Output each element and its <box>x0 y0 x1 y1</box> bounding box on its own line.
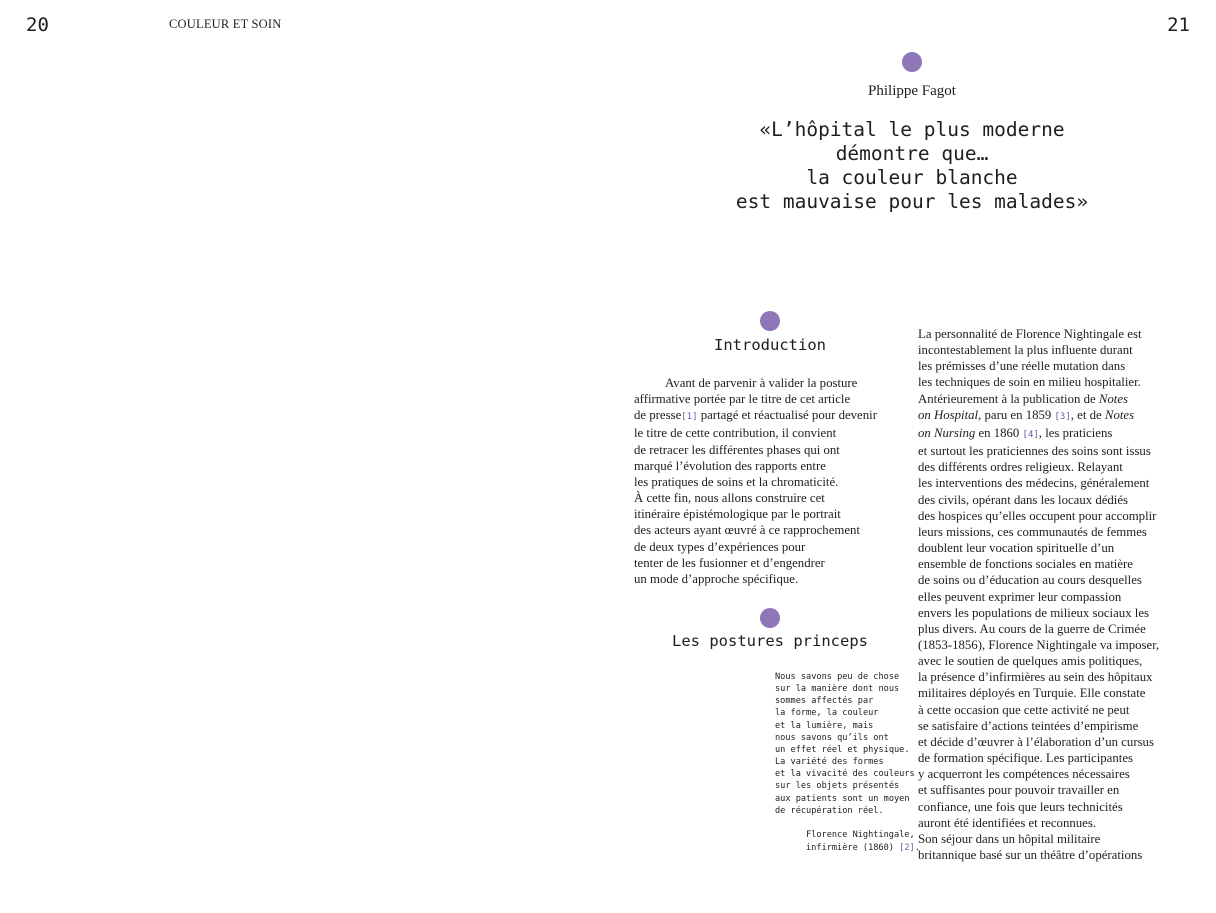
line-text: itinéraire épistémologique par le portrait <box>634 507 841 522</box>
line-text: et surtout les praticiennes des soins sont issus <box>918 444 1151 459</box>
text-line <box>918 342 1208 358</box>
epigraph-line: La variété des formes <box>775 757 884 768</box>
text-line <box>918 847 1208 863</box>
text-line <box>634 522 904 538</box>
epigraph-line: sommes affectés par <box>775 696 874 707</box>
epigraph-line: nous savons qu’ils ont <box>775 732 889 743</box>
line-text: envers les populations de milieux sociaux les <box>918 605 1150 620</box>
epigraph-line: et la vivacité des couleurs <box>775 769 915 780</box>
line-text: ensemble de fonctions sociales en matière <box>918 557 1133 572</box>
line-text: À cette fin, nous allons construire cet <box>634 491 825 506</box>
line-text: britannique basé sur un théâtre d’opérations <box>918 848 1143 862</box>
line-text: de deux types d’expériences pour <box>634 539 806 554</box>
text-line <box>634 490 904 506</box>
epigraph-credit <box>806 829 920 855</box>
line-text: et décide d’œuvrer à l’élaboration d’un cursus <box>918 734 1154 749</box>
text-line <box>918 508 1208 524</box>
epigraph-line: Nous savons peu de chose <box>775 672 900 682</box>
running-head: COULEUR ET SOIN <box>169 17 282 31</box>
line-text: les pratiques de soins et la chromaticité. <box>634 474 839 489</box>
line-text: Son séjour dans un hôpital militaire <box>918 831 1101 846</box>
footnote-reference[interactable]: [2] <box>899 843 915 853</box>
line-text: affirmative portée par le titre de cet article <box>634 392 851 407</box>
line-text: les techniques de soin en milieu hospitalier. <box>918 375 1141 390</box>
text-line <box>918 374 1208 390</box>
text-line <box>918 572 1208 588</box>
epigraph-line: un effet réel et physique. <box>775 744 910 755</box>
text-line <box>634 539 904 555</box>
line-text: tenter de les fusionner et d’engendrer <box>634 555 825 570</box>
text-line <box>918 799 1208 815</box>
line-text: un mode d’approche spécifique. <box>634 571 799 586</box>
italic-title: Notes <box>1104 407 1135 422</box>
text-line <box>918 718 1208 734</box>
author-dot-icon <box>902 52 922 72</box>
italic-title: on Hospital <box>918 407 979 422</box>
line-text: incontestablement la plus influente durant <box>918 343 1133 358</box>
text-line <box>918 605 1208 621</box>
line-text: à cette occasion que cette activité ne peut <box>918 702 1130 717</box>
line-text: , les praticiens <box>1038 425 1113 440</box>
line-text: des acteurs ayant œuvré à ce rapprochement <box>634 523 860 538</box>
line-text: plus divers. Au cours de la guerre de Crimée <box>918 621 1146 636</box>
footnote-reference[interactable]: [1] <box>681 412 698 423</box>
text-line <box>918 734 1208 750</box>
article-title <box>700 118 1124 214</box>
line-text: partagé et réactualisé pour devenir <box>697 408 877 423</box>
title-line: la couleur blanche <box>806 166 1018 189</box>
line-text: auront été identifiées et reconnues. <box>918 815 1097 830</box>
introduction-text <box>634 375 904 587</box>
title-line: démontre que… <box>835 142 989 165</box>
postures-heading: Les postures princeps <box>672 632 868 650</box>
text-line <box>634 571 904 587</box>
line-text: se satisfaire d’actions teintées d’empirisme <box>918 718 1139 733</box>
credit-line <box>806 842 920 855</box>
introduction-dot-icon <box>760 311 780 331</box>
line-text: doublent leur vocation spirituelle d’un <box>918 541 1115 556</box>
italic-title: on Nursing <box>918 425 976 440</box>
text-line <box>634 474 904 490</box>
line-text: La personnalité de Florence Nightingale est <box>918 327 1142 341</box>
text-line <box>918 425 1208 443</box>
line-text: de soins ou d’éducation au cours desquelles <box>918 573 1142 588</box>
epigraph-line: aux patients sont un moyen <box>775 793 910 804</box>
text-line <box>918 621 1208 637</box>
line-text: de presse <box>634 408 682 423</box>
text-line <box>634 506 904 522</box>
text-line <box>918 540 1208 556</box>
text-line <box>918 815 1208 831</box>
text-line <box>918 637 1208 653</box>
text-line <box>918 669 1208 685</box>
text-line <box>918 492 1208 508</box>
text-line <box>634 442 904 458</box>
line-text: des hospices qu’elles occupent pour accomplir <box>918 508 1157 523</box>
line-text: confiance, une fois que leurs technicités <box>918 799 1123 814</box>
text-line <box>918 358 1208 374</box>
epigraph-line: la forme, la couleur <box>775 708 879 719</box>
line-text: leurs missions, ces communautés de femmes <box>918 524 1147 539</box>
text-line <box>918 459 1208 475</box>
line-text: en 1860 <box>975 425 1023 440</box>
line-text: la présence d’infirmières au sein des hôpitaux <box>918 670 1153 685</box>
line-text: (1853-1856), Florence Nightingale va imposer, <box>918 637 1160 652</box>
epigraph-line: sur la manière dont nous <box>775 684 900 695</box>
postures-dot-icon <box>760 608 780 628</box>
text-line <box>634 555 904 571</box>
line-text: , et de <box>1070 407 1105 422</box>
text-line <box>918 443 1208 459</box>
text-line <box>918 475 1208 491</box>
text-line <box>634 425 904 441</box>
text-line <box>918 766 1208 782</box>
text-line <box>918 831 1208 847</box>
text-line <box>634 458 904 474</box>
footnote-reference[interactable]: [3] <box>1054 411 1071 422</box>
introduction-heading: Introduction <box>714 336 826 354</box>
text-line <box>918 407 1208 425</box>
title-line: «L’hôpital le plus moderne <box>759 118 1065 141</box>
line-text: marqué l’évolution des rapports entre <box>634 458 826 473</box>
text-line <box>918 589 1208 605</box>
line-text: , paru en 1859 <box>978 407 1055 422</box>
line-text: de formation spécifique. Les participantes <box>918 751 1133 766</box>
text-line <box>918 524 1208 540</box>
line-text: avec le soutien de quelques amis politiques, <box>918 654 1143 669</box>
text-line <box>634 407 904 425</box>
line-text: Antérieurement à la publication de <box>918 391 1099 406</box>
line-text: les interventions des médecins, généralement <box>918 476 1150 491</box>
italic-title: Notes <box>1098 391 1129 406</box>
text-line <box>918 782 1208 798</box>
text-line <box>918 702 1208 718</box>
title-line: est mauvaise pour les malades» <box>735 190 1089 213</box>
author-name: Philippe Fagot <box>868 83 956 99</box>
credit-role: infirmière (1860) <box>806 843 894 853</box>
line-text: le titre de cette contribution, il convient <box>634 426 837 441</box>
text-line <box>918 391 1208 407</box>
line-text: militaires déployés en Turquie. Elle constate <box>918 686 1146 701</box>
credit-end: . <box>914 843 920 853</box>
main-column-text <box>918 326 1208 863</box>
line-text: y acquerront les compétences nécessaires <box>918 767 1130 782</box>
footnote-reference[interactable]: [4] <box>1022 429 1039 440</box>
text-line <box>634 375 904 391</box>
text-line <box>918 326 1208 342</box>
credit-line: Florence Nightingale, <box>806 830 915 840</box>
line-text: de retracer les différentes phases qui ont <box>634 442 840 457</box>
epigraph-line: de récupération réel. <box>775 805 884 816</box>
line-text: des civils, opérant dans les locaux dédiés <box>918 492 1129 507</box>
text-line <box>634 391 904 407</box>
line-text: les prémisses d’une réelle mutation dans <box>918 359 1126 374</box>
line-text: Avant de parvenir à valider la posture <box>665 376 858 390</box>
text-line <box>918 653 1208 669</box>
text-line <box>918 750 1208 766</box>
epigraph-line: sur les objets présentés <box>775 781 900 792</box>
right-page-number: 21 <box>1167 14 1190 36</box>
line-text: et suffisantes pour pouvoir travailler en <box>918 783 1120 798</box>
line-text: des différents ordres religieux. Relayant <box>918 460 1123 475</box>
text-line <box>918 685 1208 701</box>
text-line <box>918 556 1208 572</box>
line-text: elles peuvent exprimer leur compassion <box>918 589 1122 604</box>
left-page-number: 20 <box>26 14 49 36</box>
epigraph-quote <box>775 671 915 817</box>
epigraph-line: et la lumière, mais <box>775 720 874 731</box>
